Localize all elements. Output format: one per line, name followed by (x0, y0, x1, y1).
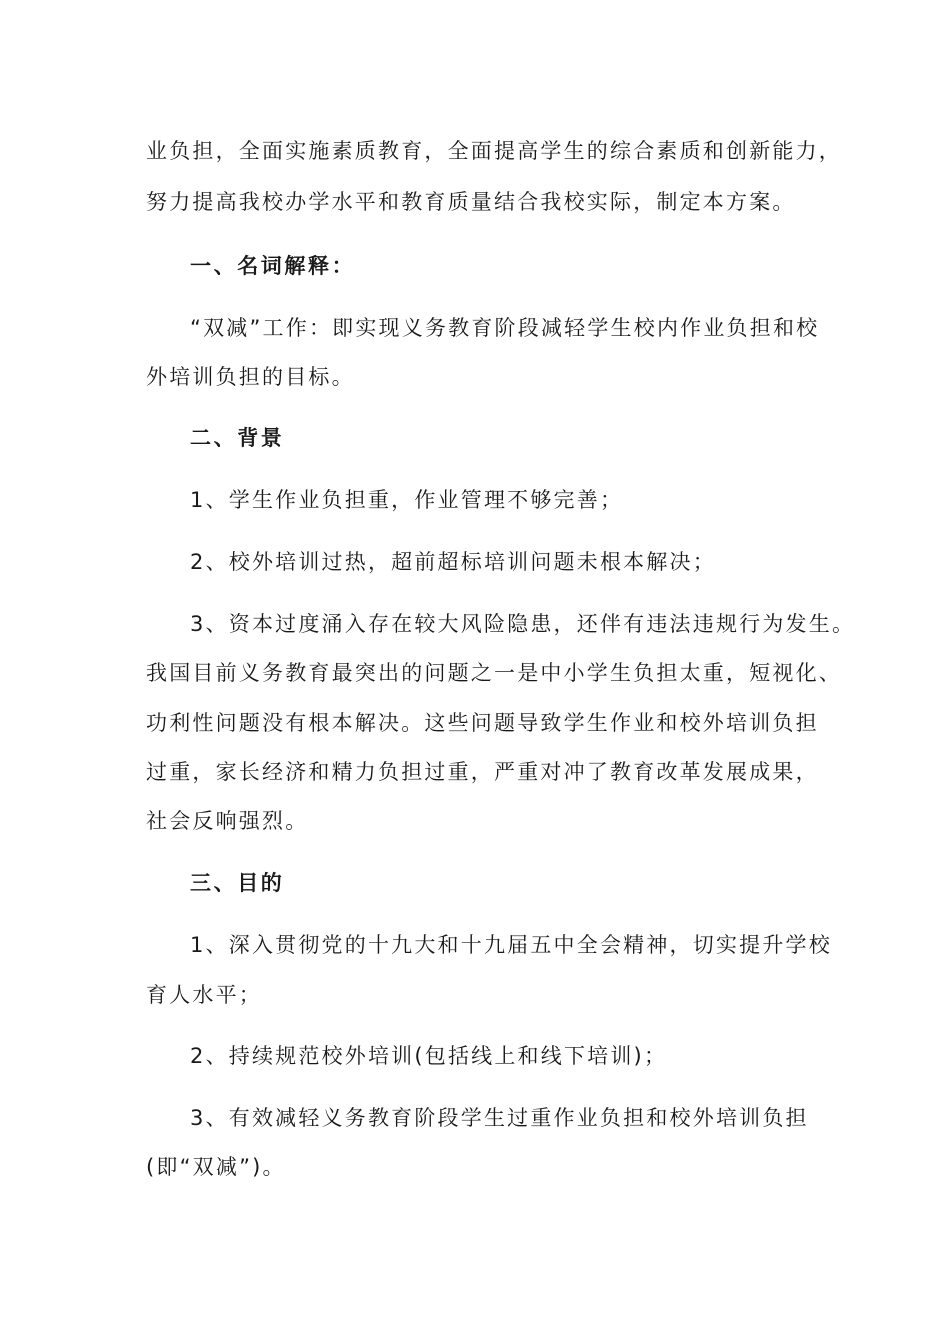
definition-line-2: 外培训负担的目标。 (146, 365, 355, 389)
purpose-item-1-line-1: 1、深入贯彻党的十九大和十九届五中全会精神，切实提升学校 (190, 933, 832, 957)
background-item-1: 1、学生作业负担重，作业管理不够完善； (190, 488, 624, 512)
purpose-item-3-line-2: (即“双减”)。 (146, 1155, 286, 1179)
background-item-3-line-2: 我国目前义务教育最突出的问题之一是中小学生负担太重，短视化、 (146, 661, 842, 685)
section-2-heading: 二、背景 (190, 426, 285, 450)
intro-line-1: 业负担，全面实施素质教育，全面提高学生的综合素质和创新能力， (146, 139, 842, 163)
background-item-3-line-5: 社会反响强烈。 (146, 809, 309, 833)
background-item-2: 2、校外培训过热，超前超标培训问题未根本解决； (190, 550, 716, 574)
definition-line-1: “双减”工作：即实现义务教育阶段减轻学生校内作业负担和校 (190, 316, 820, 340)
background-item-3-line-4: 过重，家长经济和精力负担过重，严重对冲了教育改革发展成果， (146, 760, 819, 784)
section-3-heading: 三、目的 (190, 871, 285, 895)
background-item-3-line-1: 3、资本过度涌入存在较大风险隐患，还伴有违法违规行为发生。 (190, 612, 856, 636)
purpose-item-3-line-1: 3、有效减轻义务教育阶段学生过重作业负担和校外培训负担 (190, 1106, 809, 1130)
intro-line-2: 努力提高我校办学水平和教育质量结合我校实际，制定本方案。 (146, 190, 796, 214)
section-1-heading: 一、名词解释： (190, 254, 356, 278)
background-item-3-line-3: 功利性问题没有根本解决。这些问题导致学生作业和校外培训负担 (146, 711, 819, 735)
purpose-item-2: 2、持续规范校外培训(包括线上和线下培训)； (190, 1044, 668, 1068)
purpose-item-1-line-2: 育人水平； (146, 983, 262, 1007)
